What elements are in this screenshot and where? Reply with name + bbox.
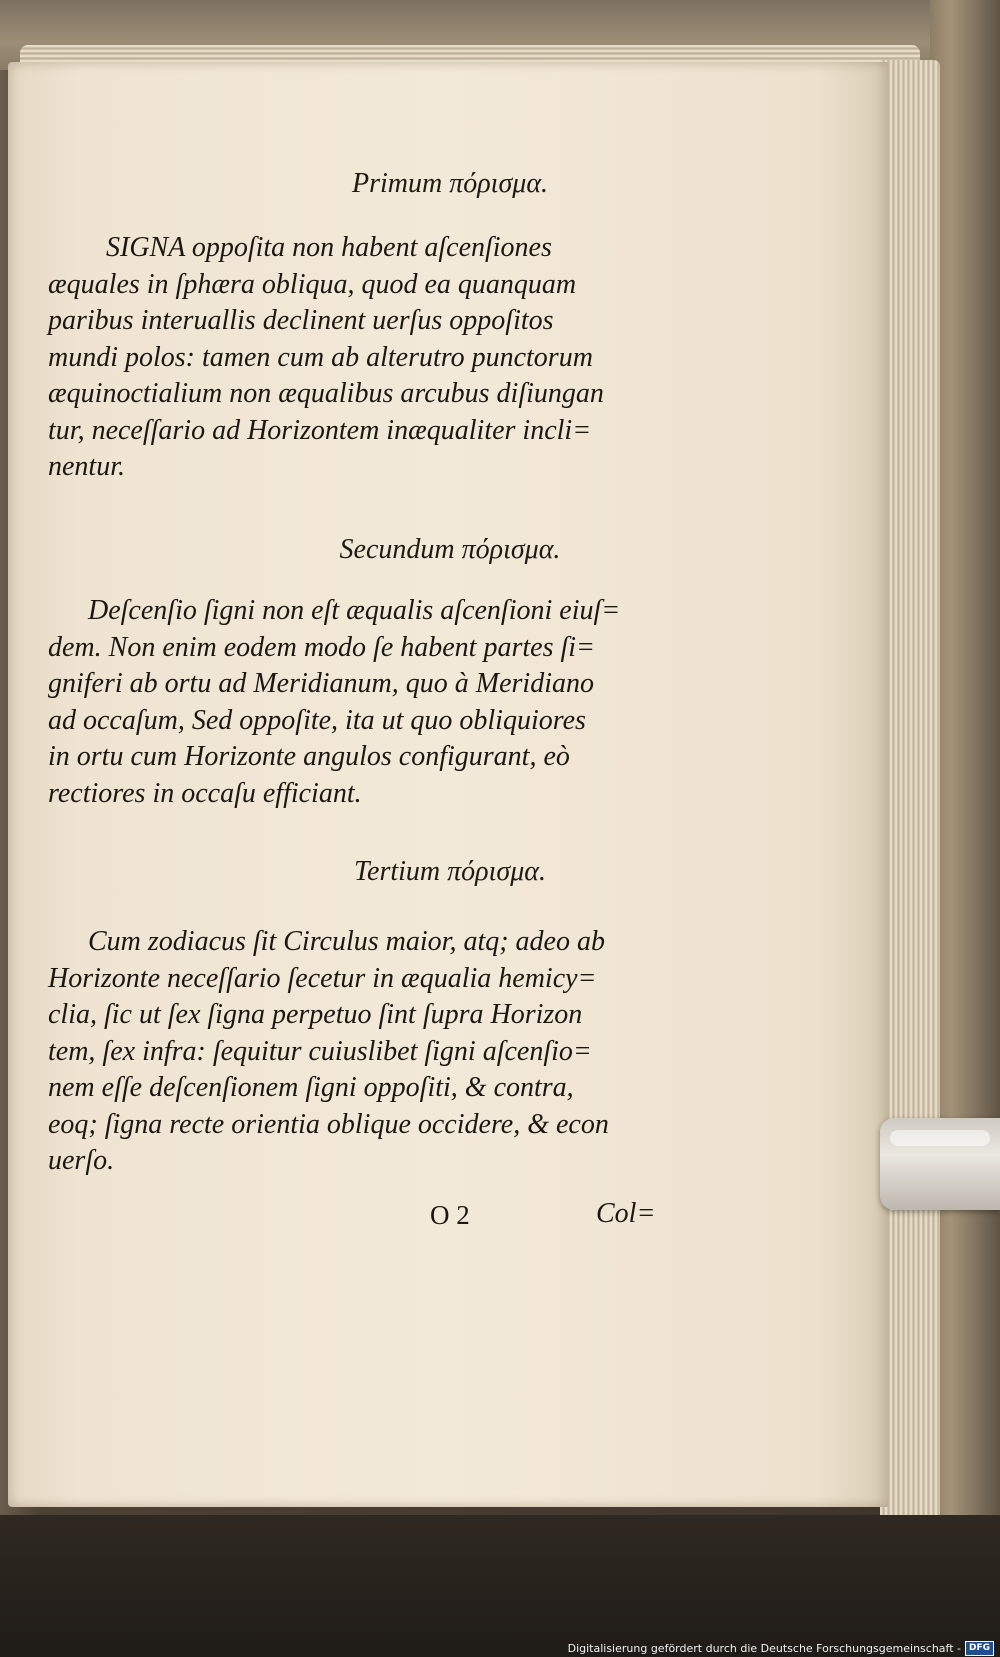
page-edges-right — [880, 60, 940, 1520]
text-line: tur, neceſſario ad Horizontem inæqualiter incli= — [48, 414, 592, 446]
scan-bottom-margin — [0, 1515, 1000, 1657]
text-line: æquinoctialium non æqualibus arcubus diſiungan — [48, 378, 604, 409]
section-paragraph-secundum — [48, 593, 688, 812]
catchword: Col= — [596, 1198, 656, 1229]
text-line: ad occaſum, Sed oppoſite, ita ut quo obliquiores — [48, 704, 586, 736]
text-line: in ortu cum Horizonte angulos configurant, eò — [48, 741, 570, 772]
page-clip-highlight — [890, 1130, 990, 1146]
signature-mark: O 2 — [430, 1200, 470, 1230]
text-line: paribus interuallis declinent uerſus oppoſitos — [48, 305, 554, 336]
text-line: eoq; ſigna recte orientia oblique occidere, & econ — [48, 1108, 609, 1140]
text-line: uerſo. — [48, 1145, 115, 1176]
text-line: Horizonte neceſſario ſecetur in æqualia hemicy= — [48, 962, 597, 994]
book-cover-right — [930, 0, 1000, 1560]
section-heading-secundum: Secundum πόρισμα. — [339, 534, 561, 565]
text-line: mundi polos: tamen cum ab alterutro punctorum — [48, 341, 593, 373]
text-line: clia, ſic ut ſex ſigna perpetuo ſint ſupra Horizon — [48, 999, 583, 1030]
text-line: Cum zodiacus ſit Circulus maior, atq; adeo ab — [88, 926, 605, 957]
text-line: gniferi ab ortu ad Meridianum, quo à Meridiano — [48, 668, 594, 699]
section-heading-primum: Primum πόρισμα. — [351, 168, 549, 199]
text-line: SIGNA oppoſita non habent aſcenſiones — [106, 232, 552, 263]
section-heading-tertium: Tertium πόρισμα. — [354, 856, 546, 887]
text-line: nentur. — [48, 451, 125, 482]
text-line: Deſcenſio ſigni non eſt æqualis aſcenſioni eiuſ= — [88, 595, 621, 626]
dfg-logo: DFG — [965, 1641, 994, 1656]
section-paragraph-tertium — [48, 924, 688, 1180]
text-line: nem eſſe deſcenſionem ſigni oppoſiti, & contra, — [48, 1072, 574, 1103]
digitization-credit — [568, 1640, 994, 1656]
text-line: æquales in ſphæra obliqua, quod ea quanquam — [48, 268, 577, 300]
text-line: tem, ſex infra: ſequitur cuiuslibet ſigni aſcenſio= — [48, 1035, 592, 1067]
section-paragraph-primum — [48, 230, 688, 486]
credit-text: Digitalisierung gefördert durch die Deutsche Forschungsgemeinschaft - — [567, 1641, 961, 1655]
text-line: rectiores in occaſu efficiant. — [48, 777, 362, 809]
text-line: dem. Non enim eodem modo ſe habent partes ſi= — [48, 631, 595, 663]
